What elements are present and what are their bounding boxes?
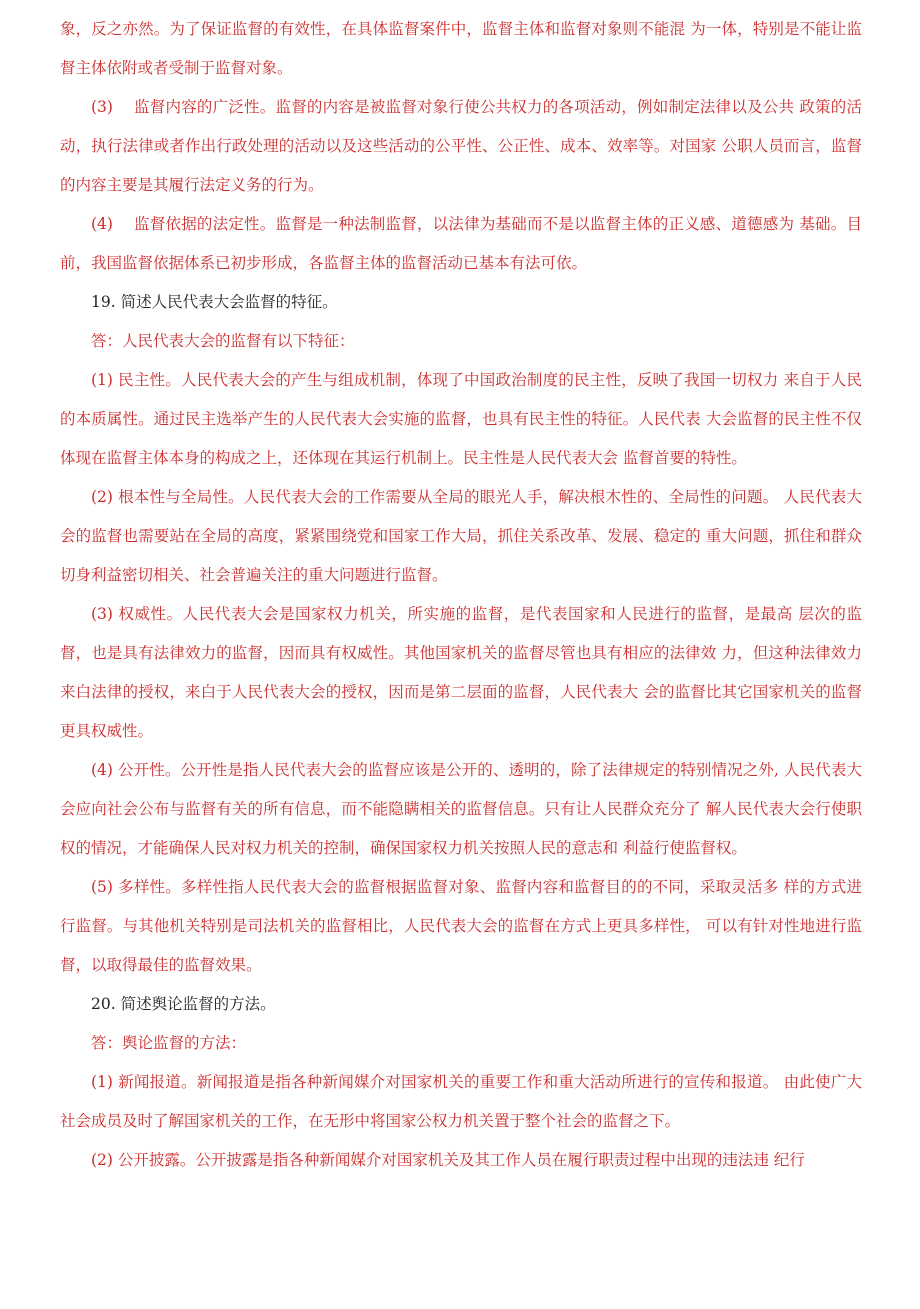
answer-20-intro: 答：舆论监督的方法： (91, 1034, 247, 1052)
paragraph-point-4: (4) 监督依据的法定性。监督是一种法制监督，以法律为基础而不是以监督主体的正义感、道德感为 基础。目前，我国监督依据体系已初步形成，各监督主体的监督活动已基本有法可依。 (60, 215, 862, 272)
answer-19-point-2: (2) 根本性与全局性。人民代表大会的工作需要从全局的眼光人手，解决根木性的、全局性的问题。 人民代表大会的监督也需要站在全局的高度，紧紧围绕党和国家工作大局，抓住关系改革、发展、稳定的 重大问题，抓住和群众切身利益密切相关、社会普遍关注的重大问题进行监督。 (60, 488, 862, 584)
answer-19-point-5: (5) 多样性。多样性指人民代表大会的监督根据监督对象、监督内容和监督目的的不同，采取灵活多 样的方式进行监督。与其他机关特别是司法机关的监督相比，人民代表大会的监督在方式上更具多样性， 可以有针对性地进行监督，以取得最佳的监督效果。 (60, 878, 862, 974)
answer-20-point-2: (2) 公开披露。公开披露是指各种新闻媒介对国家机关及其工作人员在履行职责过程中出现的违法违 纪行 (91, 1151, 805, 1169)
answer-19-intro: 答：人民代表大会的监督有以下特征： (91, 332, 355, 350)
question-19: 19. 简述人民代表大会监督的特征。 (91, 293, 338, 311)
answer-19-point-4: (4) 公开性。公开性是指人民代表大会的监督应该是公开的、透明的，除了法律规定的特别情况之外, 人民代表大会应向社会公布与监督有关的所有信息，而不能隐瞒相关的监督信息。只有让人民群众充分了 解人民代表大会行使职权的情况，才能确保人民对权力机关的控制，确保国家权力机关按照人民的意志和 利益行使监督权。 (60, 761, 862, 857)
answer-20-point-1: (1) 新闻报道。新闻报道是指各种新闻媒介对国家机关的重要工作和重大活动所进行的宣传和报道。 由此使广大社会成员及时了解国家机关的工作，在无形中将国家公权力机关置于整个社会的监督之下。 (60, 1073, 862, 1130)
paragraph-continuation: 象，反之亦然。为了保证监督的有效性，在具体监督案件中，监督主体和监督对象则不能混 为一体，特别是不能让监督主体依附或者受制于监督对象。 (60, 20, 862, 77)
answer-19-point-1: (1) 民主性。人民代表大会的产生与组成机制，体现了中国政治制度的民主性，反映了我国一切权力 来自于人民的本质属性。通过民主选举产生的人民代表大会实施的监督，也具有民主性的特征。人民代表 大会监督的民主性不仅体现在监督主体本身的构成之上，还体现在其运行机制上。民主性是人民代表大会 监督首要的特性。 (60, 371, 862, 467)
question-20: 20. 简述舆论监督的方法。 (91, 995, 276, 1013)
answer-19-point-3: (3) 权威性。人民代表大会是国家权力机关，所实施的监督，是代表国家和人民进行的监督，是最高 层次的监督，也是具有法律效力的监督，因而具有权威性。其他国家机关的监督尽管也具有相应的法律效 力，但这种法律效力来白法律的授权，来白于人民代表大会的授权，因而是第二层面的监督，人民代表大 会的监督比其它国家机关的监督更具权威性。 (60, 605, 862, 740)
paragraph-point-3: (3) 监督内容的广泛性。监督的内容是被监督对象行使公共权力的各项活动，例如制定法律以及公共 政策的活动，执行法律或者作出行政处理的活动以及这些活动的公平性、公正性、成本、效率等。对国家 公职人员而言，监督的内容主要是其履行法定义务的行为。 (60, 98, 862, 194)
